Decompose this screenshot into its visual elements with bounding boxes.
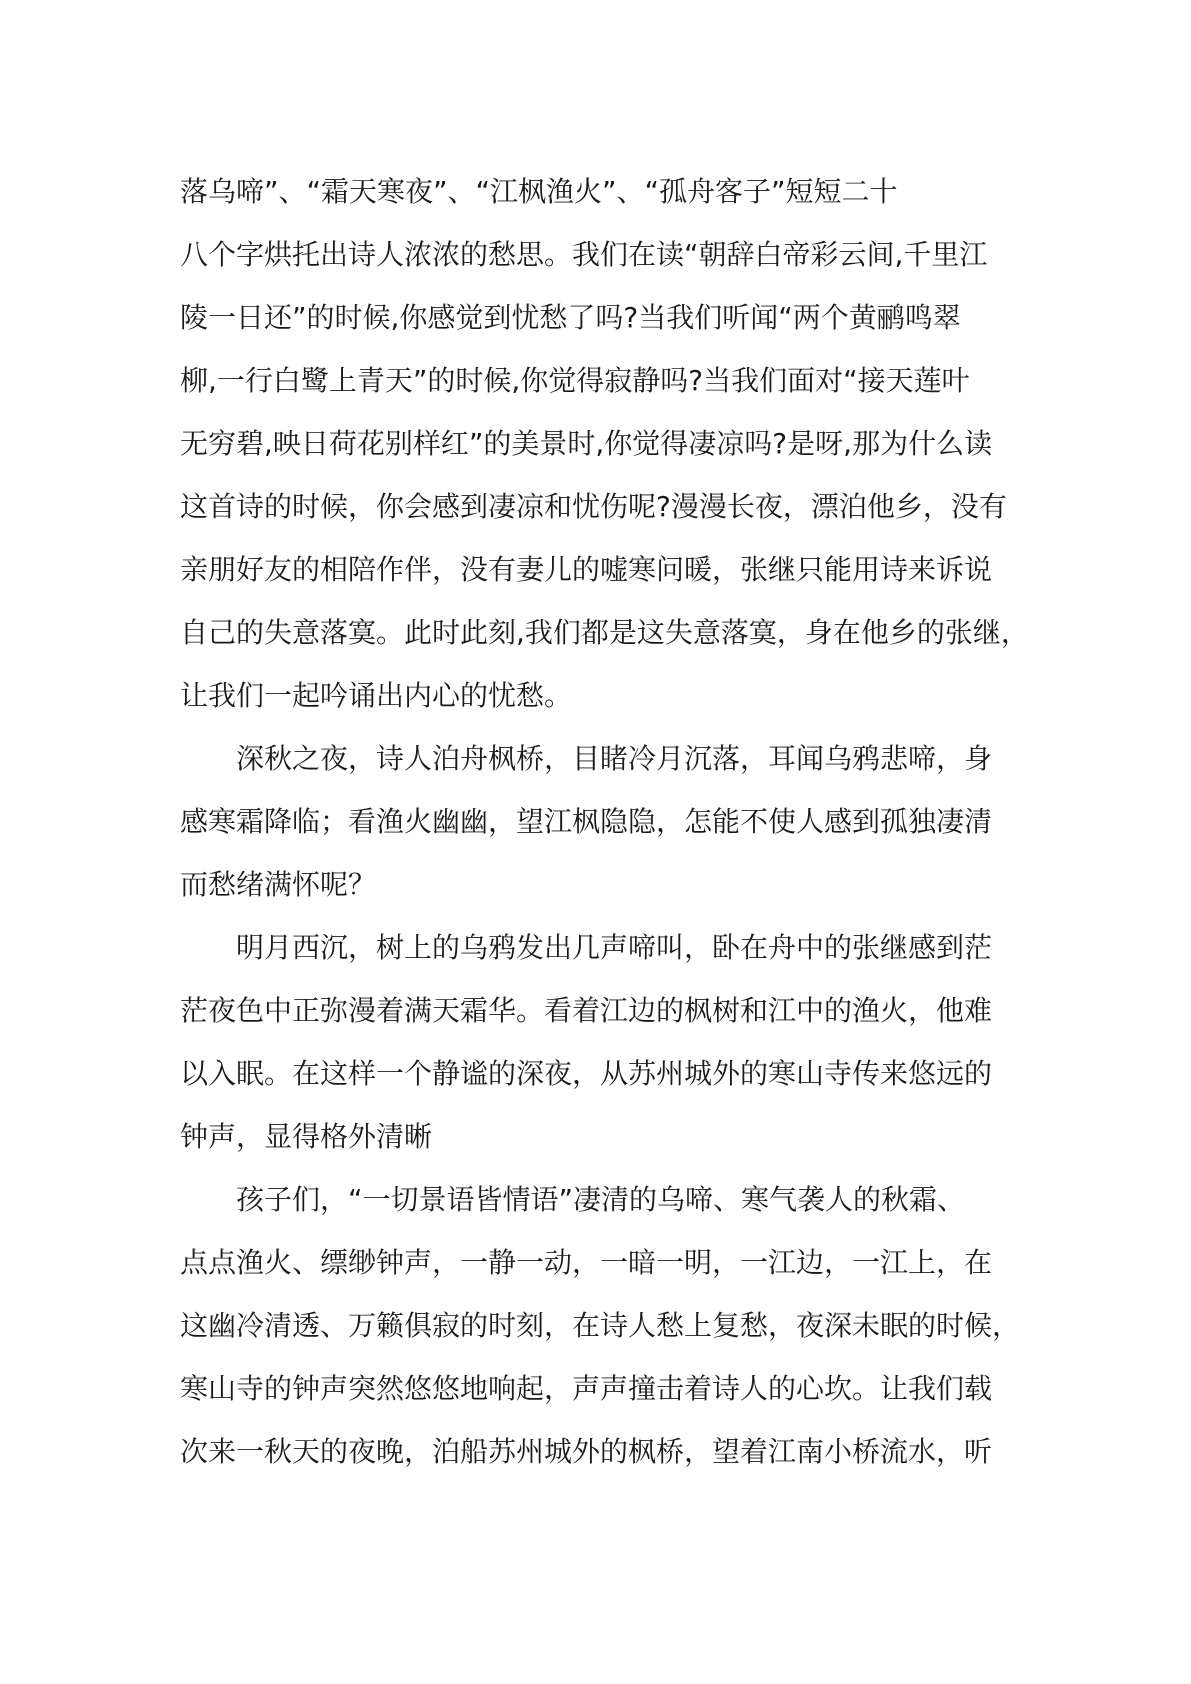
paragraph-first-line: 深秋之夜，诗人泊舟枫桥，目睹冷月沉落，耳闻乌鸦悲啼，身 <box>236 742 993 775</box>
text-line: 落乌啼”、“霜天寒夜”、“江枫渔火”、“孤舟客子”短短二十 <box>180 175 898 208</box>
text-line: 寒山寺的钟声突然悠悠地响起，声声撞击着诗人的心坎。让我们载 <box>180 1372 993 1405</box>
text-line: 自己的失意落寞。此时此刻,我们都是这失意落寞，身在他乡的张继， <box>180 616 1029 649</box>
text-line: 无穷碧,映日荷花别样红”的美景时,你觉得凄凉吗?是呀,那为什么读 <box>180 427 993 460</box>
document-body <box>180 160 1060 1483</box>
text-line: 这首诗的时候，你会感到凄凉和忧伤呢?漫漫长夜，漂泊他乡，没有 <box>180 490 1007 523</box>
text-line: 点点渔火、缥缈钟声，一静一动，一暗一明，一江边，一江上，在 <box>180 1246 993 1279</box>
text-line: 让我们一起吟诵出内心的忧愁。 <box>180 679 573 712</box>
text-line: 茫夜色中正弥漫着满天霜华。看着江边的枫树和江中的渔火，他难 <box>180 994 993 1027</box>
text-line: 以入眠。在这样一个静谧的深夜，从苏州城外的寒山寺传来悠远的 <box>180 1057 993 1090</box>
text-line: 亲朋好友的相陪作伴，没有妻儿的嘘寒问暖，张继只能用诗来诉说 <box>180 553 993 586</box>
paragraph-first-line: 明月西沉，树上的乌鸦发出几声啼叫，卧在舟中的张继感到茫 <box>236 931 993 964</box>
text-line: 八个字烘托出诗人浓浓的愁思。我们在读“朝辞白帝彩云间,千里江 <box>180 238 988 271</box>
text-line: 次来一秋天的夜晚，泊船苏州城外的枫桥，望着江南小桥流水，听 <box>180 1435 993 1468</box>
paragraph-first-line: 孩子们，“一切景语皆情语”凄清的乌啼、寒气袭人的秋霜、 <box>236 1183 966 1216</box>
text-line: 柳,一行白鹭上青天”的时候,你觉得寂静吗?当我们面对“接天莲叶 <box>180 364 970 397</box>
text-line: 这幽冷清透、万籁俱寂的时刻，在诗人愁上复愁，夜深未眠的时候， <box>180 1309 1021 1342</box>
text-line: 而愁绪满怀呢？ <box>180 868 377 901</box>
text-line: 感寒霜降临；看渔火幽幽，望江枫隐隐，怎能不使人感到孤独凄清 <box>180 805 993 838</box>
text-line: 钟声，显得格外清晰 <box>180 1120 433 1153</box>
text-line: 陵一日还”的时候,你感觉到忧愁了吗?当我们听闻“两个黄鹂鸣翠 <box>180 301 961 334</box>
